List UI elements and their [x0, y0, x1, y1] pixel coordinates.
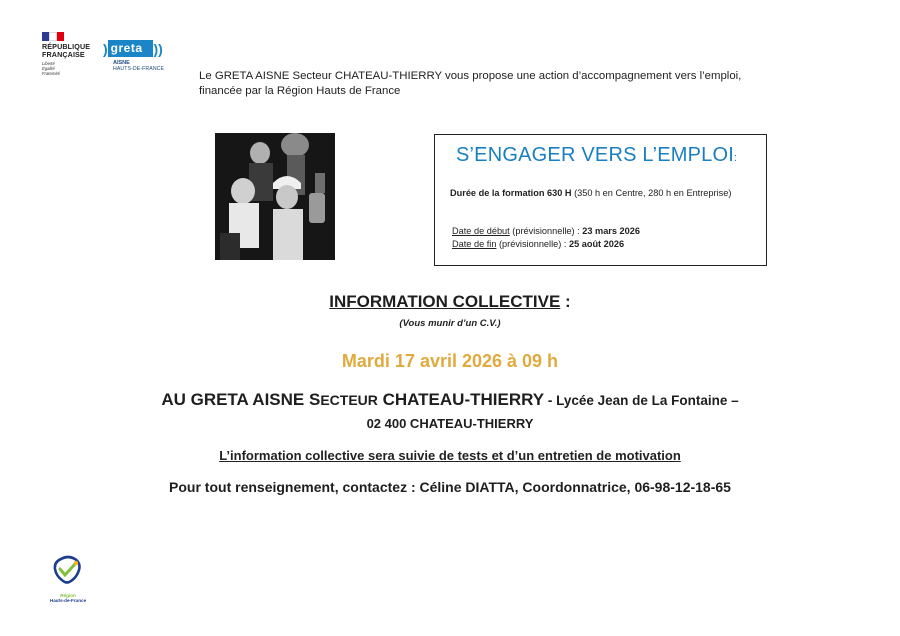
- start-date-mid: (prévisionnelle) :: [509, 226, 583, 236]
- duration-label: Durée de la formation 630 H: [450, 188, 572, 198]
- addr-part-d: - Lycée Jean de La Fontaine –: [544, 393, 739, 408]
- box-duration: [450, 187, 750, 200]
- box-title-text: S’ENGAGER VERS L’EMPLOI: [456, 144, 735, 166]
- tests-note: [0, 448, 900, 463]
- intro-text: [199, 69, 799, 99]
- duration-detail: (350 h en Centre, 280 h en Entreprise): [571, 188, 732, 198]
- box-dates: [452, 225, 640, 251]
- addr-part-a: AU GRETA AISNE S: [161, 390, 321, 409]
- greta-right-brackets-icon: )): [153, 40, 163, 57]
- french-flag-icon: [42, 32, 64, 41]
- end-date-label: Date de fin: [452, 239, 497, 249]
- start-date-line: [452, 225, 640, 238]
- region-line-2: Hauts-de-France: [49, 598, 87, 603]
- workers-illustration-icon: [215, 133, 335, 260]
- addr-part-c: CHATEAU-THIERRY: [377, 390, 545, 409]
- training-info-box: [434, 134, 767, 266]
- greta-sub-region: HAUTS-DE-FRANCE: [113, 66, 165, 72]
- info-subtitle: (Vous munir d’un C.V.): [399, 318, 501, 329]
- greta-brand: greta: [108, 40, 153, 57]
- rf-motto: [42, 61, 102, 76]
- region-text: [44, 593, 92, 603]
- end-date-line: [452, 238, 640, 251]
- contact-line: Pour tout renseignement, contactez : Céline DIATTA, Coordonnatrice, 06-98-12-18-65: [169, 479, 731, 495]
- region-map-icon: [51, 555, 85, 587]
- intro-line-1: Le GRETA AISNE Secteur CHATEAU-THIERRY vous propose une action d’accompagnement vers l’emploi,: [199, 70, 742, 82]
- region-hauts-de-france-logo: [44, 555, 92, 603]
- info-title-colon: :: [560, 292, 571, 311]
- start-date-label: Date de début: [452, 226, 510, 236]
- tests-note-text: L’information collective sera suivie de tests et d’un entretien de motivation: [219, 448, 681, 463]
- rf-motto-egalite: Égalité: [42, 66, 55, 71]
- rf-motto-liberte: Liberté: [42, 61, 55, 66]
- region-line-1: Région: [60, 593, 76, 598]
- address-line-2: 02 400 CHATEAU-THIERRY: [366, 416, 534, 431]
- greta-sub-aisne: AISNE: [113, 60, 130, 66]
- info-title-text: INFORMATION COLLECTIVE: [329, 292, 561, 311]
- info-collective-title: [0, 292, 900, 312]
- greta-logo: [103, 40, 193, 73]
- info-date: Mardi 17 avril 2026 à 09 h: [341, 351, 559, 371]
- addr-part-b: ECTEUR: [320, 392, 378, 408]
- greta-left-bracket-icon: ): [103, 40, 108, 57]
- address-line-1: [0, 390, 900, 410]
- end-date-value: 25 août 2026: [568, 239, 625, 249]
- end-date-mid: (prévisionnelle) :: [496, 239, 569, 249]
- rf-motto-fraternite: Fraternité: [42, 71, 60, 76]
- republique-francaise-logo: [42, 32, 102, 76]
- rf-name-line2: FRANÇAISE: [42, 50, 85, 59]
- box-title: S’ENGAGER VERS L’EMPLOI:: [456, 144, 738, 166]
- start-date-value: 23 mars 2026: [582, 226, 640, 236]
- rf-name-line1: RÉPUBLIQUE: [42, 42, 91, 51]
- workers-photo: [215, 133, 335, 260]
- intro-line-2: financée par la Région Hauts de France: [199, 85, 401, 97]
